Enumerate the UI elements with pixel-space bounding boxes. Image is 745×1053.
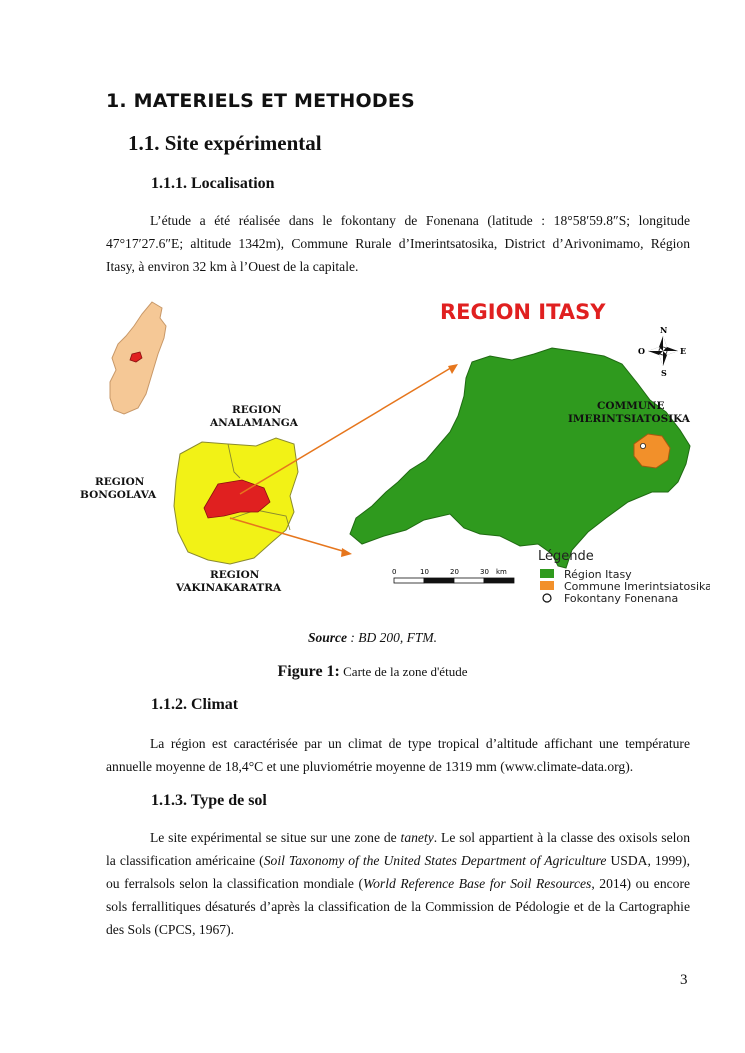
legend-item-fokontany: Fokontany Fonenana xyxy=(564,592,679,605)
label-bongolava-1: REGION xyxy=(95,476,145,488)
climat-heading: 1.1.2. Climat xyxy=(151,696,239,713)
sol-text-2: . Le sol appartient à la classe des oxisols selon la classification américaine ( xyxy=(106,830,690,868)
localisation-heading: 1.1.1. Localisation xyxy=(151,175,275,192)
map-legend xyxy=(538,549,710,605)
legend-item-commune: Commune Imerintsiatosika xyxy=(564,580,710,593)
legend-swatch-commune xyxy=(540,581,554,590)
fokontany-fonenana-marker xyxy=(640,443,645,448)
scale-unit: km xyxy=(496,568,507,576)
compass-rose-icon xyxy=(648,336,678,366)
sol-text-4: USDA, 1999), ou ferralsols selon la classification mondiale ( xyxy=(106,853,690,891)
map-svg xyxy=(80,296,710,610)
climat-text-rest: annuelle moyenne de 18,4°C et une pluviométrie moyenne de 1319 mm (www.climate-data.org). xyxy=(106,759,634,774)
sol-text-tanety: tanety xyxy=(400,830,434,845)
localisation-paragraph xyxy=(106,209,690,278)
sol-text-wrb: World Reference Base for Soil Resources xyxy=(363,876,592,891)
sol-heading: 1.1.3. Type de sol xyxy=(151,792,267,809)
compass-s: S xyxy=(661,368,667,378)
climat-text-first: La région est caractérisée par un climat de type tropical d’altitude affichant une température xyxy=(150,736,690,751)
label-commune-2: IMERINTSIATOSIKA xyxy=(568,413,690,425)
scale-tick-0: 0 xyxy=(392,568,397,576)
source-label: Source xyxy=(307,630,347,645)
scale-tick-30: 30 xyxy=(480,568,489,576)
compass-e: E xyxy=(680,346,687,356)
page-number: 3 xyxy=(680,972,688,988)
label-bongolava-2: BONGOLAVA xyxy=(80,489,157,501)
sol-text-soil-taxonomy: Soil Taxonomy of the United States Department of Agriculture xyxy=(263,853,607,868)
sol-paragraph xyxy=(106,826,690,941)
label-commune-1: COMMUNE xyxy=(597,400,665,412)
scale-bar xyxy=(394,578,514,583)
sol-text-0: Le site expérimental se situe sur une zone de xyxy=(150,830,401,845)
scale-tick-20: 20 xyxy=(450,568,459,576)
label-vakinakaratra-2: VAKINAKARATRA xyxy=(176,582,282,594)
legend-item-itasy: Région Itasy xyxy=(564,568,632,581)
label-analamanga-2: ANALAMANGA xyxy=(210,417,298,429)
localisation-text-rest: 47°17′27.6″E; altitude 1342m), Commune Rurale d’Imerintsatosika, District d’Arivonimamo, Région Itasy, à environ 32 km à l’Ouest de la capitale. xyxy=(106,236,690,274)
label-analamanga-1: REGION xyxy=(232,404,282,416)
caption-label: Figure 1: xyxy=(277,663,340,680)
legend-title: Légende xyxy=(538,549,594,564)
compass-n: N xyxy=(660,325,668,335)
section-title: 1. MATERIELS ET METHODES xyxy=(106,90,415,112)
figure-caption xyxy=(0,663,745,681)
localisation-text-first: L’étude a été réalisée dans le fokontany de Fonenana (latitude : 18°58′59.8″S; longitude xyxy=(150,213,690,228)
climat-paragraph xyxy=(106,732,690,778)
subsection-title: 1.1. Site expérimental xyxy=(128,131,322,155)
legend-swatch-itasy xyxy=(540,569,554,578)
label-vakinakaratra-1: REGION xyxy=(210,569,260,581)
legend-marker-fokontany xyxy=(543,594,551,602)
sol-text-6: , 2014) ou encore sols ferrallitiques désaturés d’après la classification de la Commission de Pédologie et de la Cartographie des Sols (CPCS, 1967). xyxy=(106,876,691,937)
region-itasy-title: REGION ITASY xyxy=(440,300,606,324)
scale-tick-10: 10 xyxy=(420,568,429,576)
region-map-figure xyxy=(80,296,710,610)
compass-o: O xyxy=(638,346,645,356)
caption-text: Carte de la zone d'étude xyxy=(339,664,468,679)
figure-source xyxy=(0,630,745,646)
source-text: : BD 200, FTM. xyxy=(347,630,437,645)
